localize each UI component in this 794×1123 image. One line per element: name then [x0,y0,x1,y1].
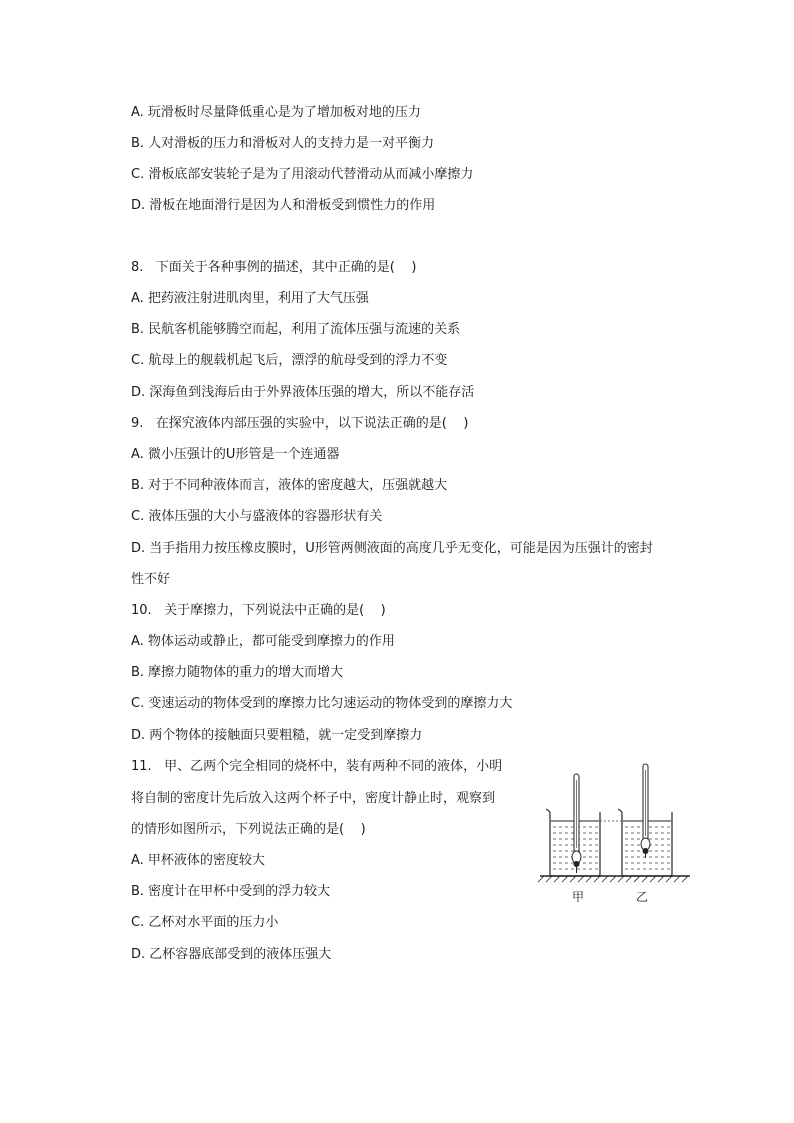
q9-option-a: A. 微小压强计的U形管是一个连通器 [131,447,340,462]
q11-stem-line-2: 将自制的密度计先后放入这两个杯子中，密度计静止时，观察到 [131,791,496,806]
label-jia: 甲 [572,890,585,904]
q11-stem-line-3: 的情形如图所示，下列说法正确的是( ) [131,822,366,837]
q11-option-d: D. 乙杯容器底部受到的液体压强大 [131,947,332,962]
beaker-left [546,774,600,876]
q8-stem: 8. 下面关于各种事例的描述，其中正确的是( ) [131,260,417,275]
q11-stem-line-1: 11. 甲、乙两个完全相同的烧杯中，装有两种不同的液体，小明 [131,759,503,774]
q7-option-b: B. 人对滑板的压力和滑板对人的支持力是一对平衡力 [131,136,435,151]
label-yi: 乙 [636,890,649,904]
q7-option-a: A. 玩滑板时尽量降低重心是为了增加板对地的压力 [131,105,421,120]
beaker-right [618,764,672,876]
hydrometer-left [572,774,581,873]
q8-option-c: C. 航母上的舰载机起飞后，漂浮的航母受到的浮力不变 [131,353,448,368]
q10-stem: 10. 关于摩擦力，下列说法中正确的是( ) [131,603,386,618]
q11-option-b: B. 密度计在甲杯中受到的浮力较大 [131,884,331,899]
q10-option-c: C. 变速运动的物体受到的摩擦力比匀速运动的物体受到的摩擦力大 [131,696,513,711]
q8-option-b: B. 民航客机能够腾空而起，利用了流体压强与流速的关系 [131,322,461,337]
q8-option-a: A. 把药液注射进肌肉里，利用了大气压强 [131,291,369,306]
q10-option-d: D. 两个物体的接触面只要粗糙，就一定受到摩擦力 [131,728,423,743]
ground-hatching [538,876,688,882]
q9-option-c: C. 液体压强的大小与盛液体的容器形状有关 [131,509,383,524]
q11-option-c: C. 乙杯对水平面的压力小 [131,915,279,930]
q10-option-a: A. 物体运动或静止，都可能受到摩擦力的作用 [131,634,395,649]
q10-option-b: B. 摩擦力随物体的重力的增大而增大 [131,665,344,680]
beaker-figure [536,760,696,910]
beaker-diagram [536,760,696,910]
q7-option-d: D. 滑板在地面滑行是因为人和滑板受到惯性力的作用 [131,198,436,213]
q11-option-a: A. 甲杯液体的密度较大 [131,853,265,868]
hydrometer-right [641,764,650,858]
q8-option-d: D. 深海鱼到浅海后由于外界液体压强的增大，所以不能存活 [131,385,475,400]
q9-option-d-continued: 性不好 [131,572,171,587]
q7-option-c: C. 滑板底部安装轮子是为了用滚动代替滑动从而减小摩擦力 [131,167,474,182]
q9-option-b: B. 对于不同种液体而言，液体的密度越大，压强就越大 [131,478,448,493]
q9-option-d: D. 当手指用力按压橡皮膜时，U形管两侧液面的高度几乎无变化，可能是因为压强计的密封 [131,541,653,556]
q9-stem: 9. 在探究液体内部压强的实验中，以下说法正确的是( ) [131,416,469,431]
